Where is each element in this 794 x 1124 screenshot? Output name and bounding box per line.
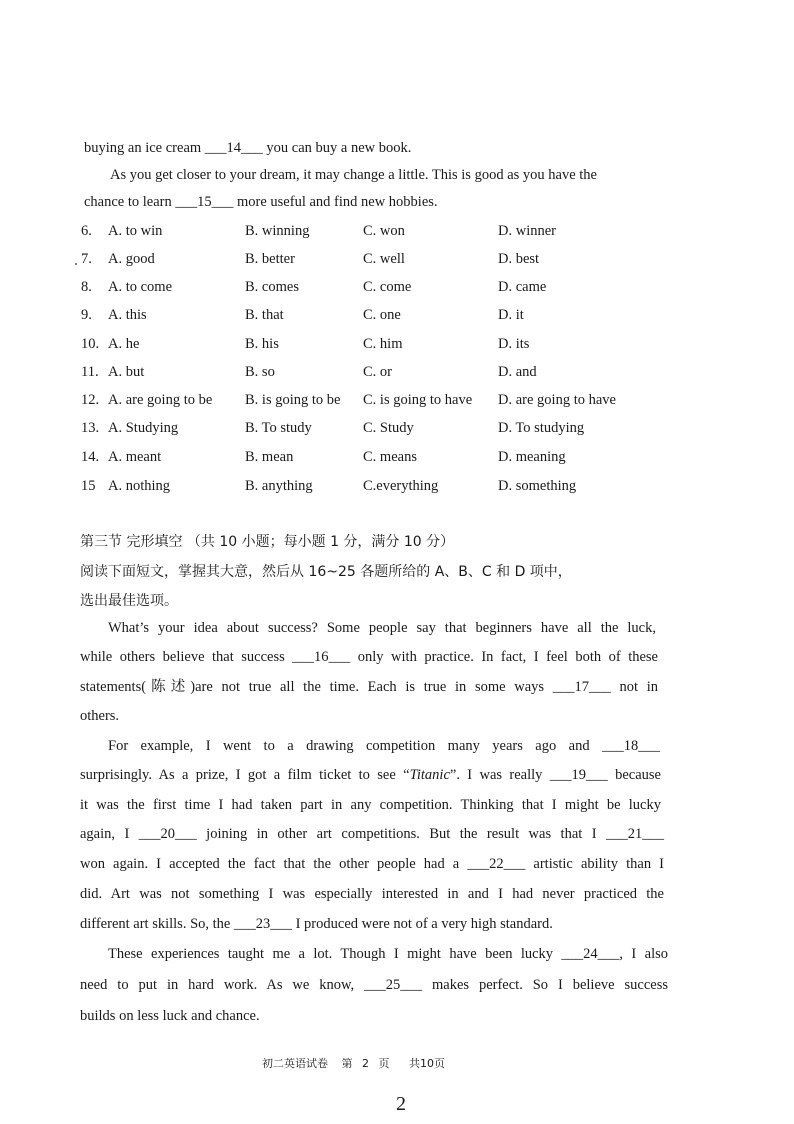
page-no: 2: [362, 1057, 369, 1070]
passage-line: These experiences taught me a lot. Though I might have been lucky ___24___, I also: [108, 946, 668, 962]
exam-footer: [262, 1055, 445, 1071]
passage-line: surprisingly. As a prize, I got a film ticket to see “Titanic”. I was really ___19___ because: [80, 767, 661, 783]
option-b: B. mean: [245, 449, 294, 465]
passage-line: buying an ice cream ___14___ you can buy a new book.: [84, 140, 412, 156]
option-a: A. nothing: [108, 478, 171, 494]
option-c: C. come: [363, 279, 412, 295]
option-c: C. means: [363, 449, 417, 465]
option-a: A. this: [108, 307, 147, 323]
question-number: 15: [81, 478, 96, 494]
option-c: C. him: [363, 336, 403, 352]
option-d: D. meaning: [498, 449, 566, 465]
option-b: B. comes: [245, 279, 299, 295]
option-c: C. well: [363, 251, 405, 267]
section-instruction: 选出最佳选项。: [80, 593, 178, 609]
option-d: D. and: [498, 364, 537, 380]
option-d: D. its: [498, 336, 530, 352]
question-number: 11.: [81, 364, 99, 380]
question-number: 13.: [81, 420, 100, 436]
question-number: 7.: [81, 251, 92, 267]
passage-line: it was the first time I had taken part in any competition. Thinking that I might be lucky: [80, 797, 661, 813]
option-a: A. are going to be: [108, 392, 213, 408]
passage-line: need to put in hard work. As we know, ___25___ makes perfect. So I believe success: [80, 977, 668, 993]
option-b: B. anything: [245, 478, 313, 494]
option-d: D. it: [498, 307, 524, 323]
option-d: D. are going to have: [498, 392, 616, 408]
option-c: C. Study: [363, 420, 414, 436]
option-c: C. won: [363, 223, 405, 239]
option-c: C. is going to have: [363, 392, 473, 408]
question-number: 10.: [81, 336, 100, 352]
page-total: 共10页: [409, 1057, 445, 1070]
page-prefix: 第: [341, 1057, 353, 1070]
option-b: B. so: [245, 364, 275, 380]
passage-line: different art skills. So, the ___23___ I produced were not of a very high standard.: [80, 916, 553, 932]
option-d: D. winner: [498, 223, 556, 239]
option-d: D. came: [498, 279, 547, 295]
question-number: 9.: [81, 307, 92, 323]
passage-line: builds on less luck and chance.: [80, 1008, 260, 1024]
option-a: A. to win: [108, 223, 163, 239]
page-suffix: 页: [378, 1057, 390, 1070]
option-b: B. better: [245, 251, 295, 267]
passage-line: statements(陈述)are not true all the time. Each is true in some ways ___17___ not in: [80, 679, 658, 695]
passage-line: For example, I went to a drawing competition many years ago and ___18___: [108, 738, 660, 754]
margin-speck: [75, 263, 77, 265]
option-b: B. that: [245, 307, 284, 323]
option-a: A. meant: [108, 449, 162, 465]
option-c: C. one: [363, 307, 401, 323]
option-d: D. To studying: [498, 420, 585, 436]
question-number: 14.: [81, 449, 100, 465]
passage-line: What’s your idea about success? Some people say that beginners have all the luck,: [108, 620, 656, 636]
option-a: A. but: [108, 364, 145, 380]
question-number: 12.: [81, 392, 100, 408]
option-a: A. to come: [108, 279, 173, 295]
option-a: A. good: [108, 251, 155, 267]
option-b: B. his: [245, 336, 279, 352]
section-title: 第三节 完形填空 （共 10 小题；每小题 1 分，满分 10 分）: [80, 534, 455, 550]
section-instruction: 阅读下面短文，掌握其大意，然后从 16~25 各题所给的 A、B、C 和 D 项中，: [80, 564, 572, 580]
option-d: D. best: [498, 251, 540, 267]
option-a: A. Studying: [108, 420, 179, 436]
passage-line: chance to learn ___15___ more useful and find new hobbies.: [84, 194, 438, 210]
passage-line: others.: [80, 708, 120, 724]
option-b: B. is going to be: [245, 392, 341, 408]
option-b: B. winning: [245, 223, 310, 239]
exam-title: 初二英语试卷: [262, 1057, 328, 1070]
passage-line: again, I ___20___ joining in other art competitions. But the result was that I ___21___: [80, 826, 664, 842]
passage-line: As you get closer to your dream, it may change a little. This is good as you have the: [110, 167, 597, 183]
page-number: 2: [396, 1093, 406, 1115]
option-d: D. something: [498, 478, 577, 494]
option-a: A. he: [108, 336, 140, 352]
option-c: C.everything: [363, 478, 439, 494]
option-c: C. or: [363, 364, 392, 380]
passage-line: did. Art was not something I was especially interested in and I had never practiced the: [80, 886, 664, 902]
passage-line: won again. I accepted the fact that the other people had a ___22___ artistic ability than I: [80, 856, 664, 872]
option-b: B. To study: [245, 420, 312, 436]
question-number: 6.: [81, 223, 92, 239]
question-number: 8.: [81, 279, 92, 295]
passage-line: while others believe that success ___16___ only with practice. In fact, I feel both of these: [80, 649, 658, 665]
